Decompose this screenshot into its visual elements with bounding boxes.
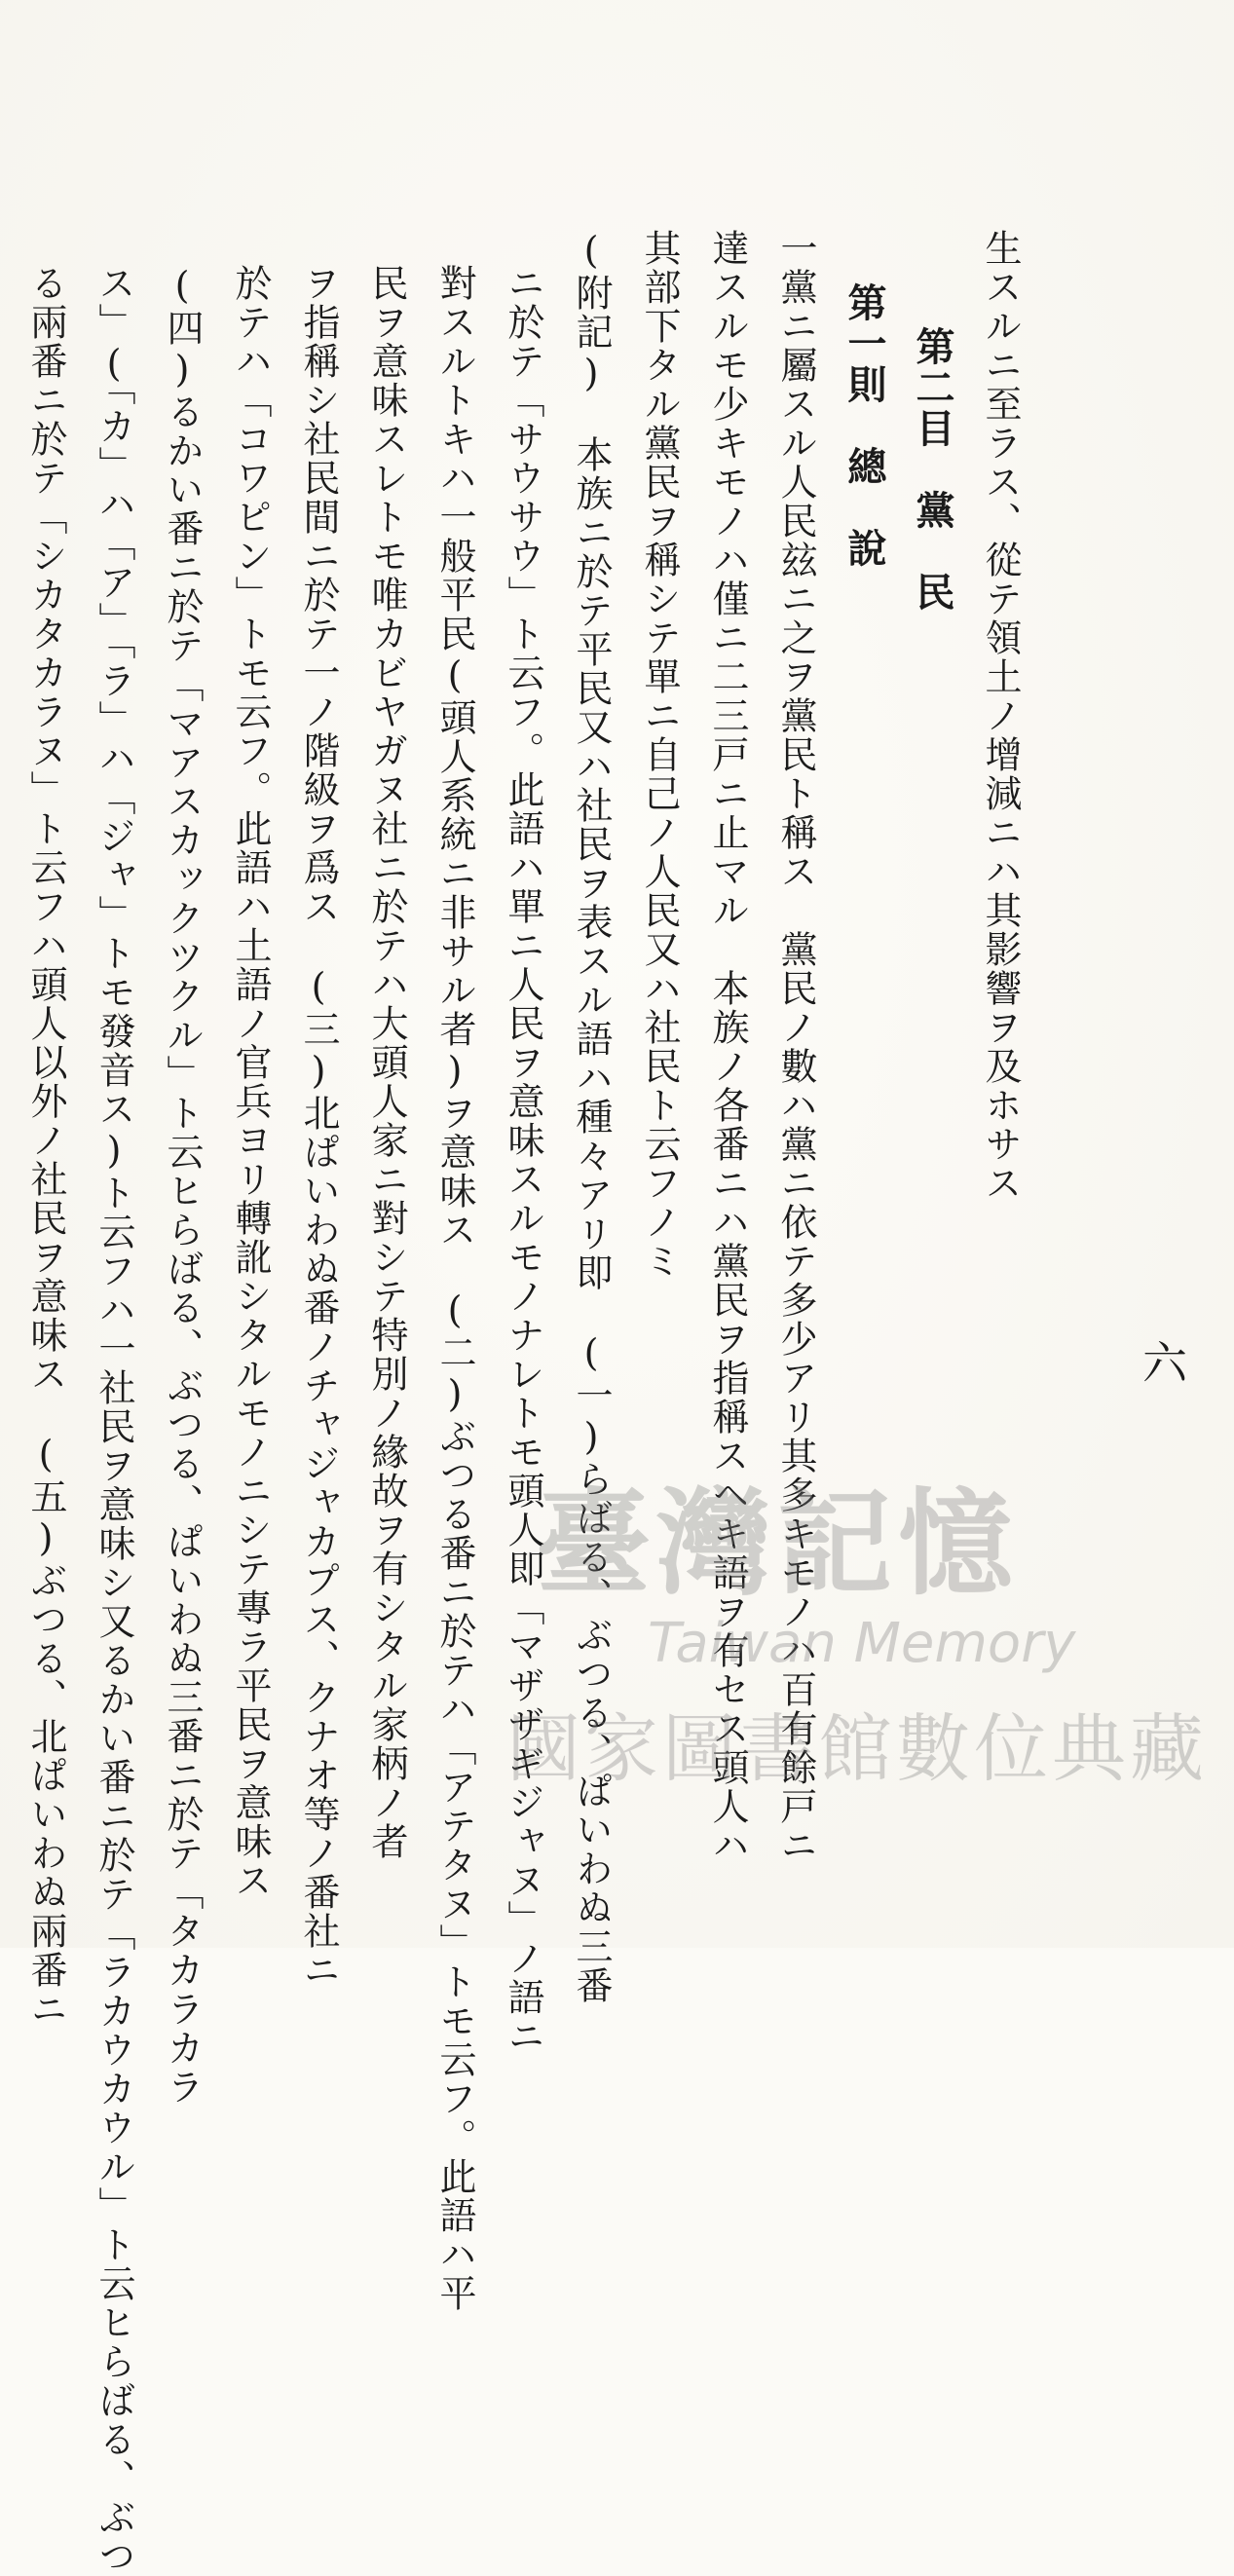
text-column: 於テハ「コワピン」トモ云フ。此語ハ土語ノ官兵ヨリ轉訛シタルモノニシテ專ラ平民ヲ意味ス — [229, 264, 272, 1900]
watermark-title: 臺灣記憶 — [536, 1476, 1020, 1611]
text-column: 其部下タル黨民ヲ稱シテ單ニ自己ノ人民又ハ社民ト云フノミ — [638, 229, 681, 1281]
text-column: る兩番ニ於テ「シカタカラヌ」ト云フハ頭人以外ノ社民ヲ意味ス (五)ぶつる、北ぱいわぬ兩番ニ — [24, 264, 67, 2029]
text-column: 對スルトキハ一般平民(頭人系統ニ非サル者)ヲ意味ス (二)ぶつる番ニ於テハ「アテタヌ」トモ云フ。此語ハ平 — [433, 264, 476, 2313]
section-heading: 第二目 黨 民 — [910, 326, 954, 613]
text-column: 民ヲ意味スレトモ唯カビヤガヌ社ニ於テハ大頭人家ニ對シテ特別ノ緣故ヲ有シタル家柄ノ者 — [365, 264, 408, 1861]
text-column: 一黨ニ屬スル人民玆ニ之ヲ黨民ト稱ス 黨民ノ數ハ黨ニ依テ多少アリ其多キモノハ百有餘戸ニ — [774, 229, 817, 1865]
text-column — [0, 229, 12, 1631]
text-column: 生スルニ至ラス、從テ領土ノ增減ニハ其影響ヲ及ホサス — [979, 229, 1022, 1203]
library-watermark — [506, 1451, 1208, 1802]
text-column: ニ於テ「サウサウ」ト云フ。此語ハ單ニ人民ヲ意味スルモノナレトモ頭人即「マザザギジャヌ」ノ語ニ — [502, 264, 544, 2056]
watermark-organization: 國家圖書館數位典藏 — [506, 1705, 1208, 1792]
text-column: ヲ指稱シ社民間ニ於テ一ノ階級ヲ爲ス (三)北ぱいわぬ番ノチャジャカプス、クナオ等ノ番社ニ — [297, 264, 340, 1990]
watermark-subtitle: Taiwan Memory — [648, 1612, 1076, 1675]
text-column: (附記) 本族ニ於テ平民又ハ社民ヲ表スル語ハ種々アリ即 (一)らばる、ぶつる、ぱいわぬ三番 — [570, 229, 613, 2005]
subsection-heading: 第一則 總 說 — [841, 282, 886, 569]
text-column: ス」(「カ」ハ「ア」「ラ」ハ「ジャ」トモ發音ス)ト云フハ一社民ヲ意味シ又るかい番ニ於テ「ラカウカウル」ト云ヒらばる、ぶつ — [93, 264, 135, 2576]
text-column: (四)るかい番ニ於テ「マアスカックツクル」ト云ヒらばる、ぶつる、ぱいわぬ三番ニ於テ「タカラカラ — [161, 264, 204, 2107]
text-column: 達スルモ少キモノハ僅ニ二三戸ニ止マル 本族ノ各番ニハ黨民ヲ指稱スヘキ語ヲ有セス頭人ハ — [706, 229, 749, 1865]
page-number: 六 — [1136, 1339, 1188, 1384]
